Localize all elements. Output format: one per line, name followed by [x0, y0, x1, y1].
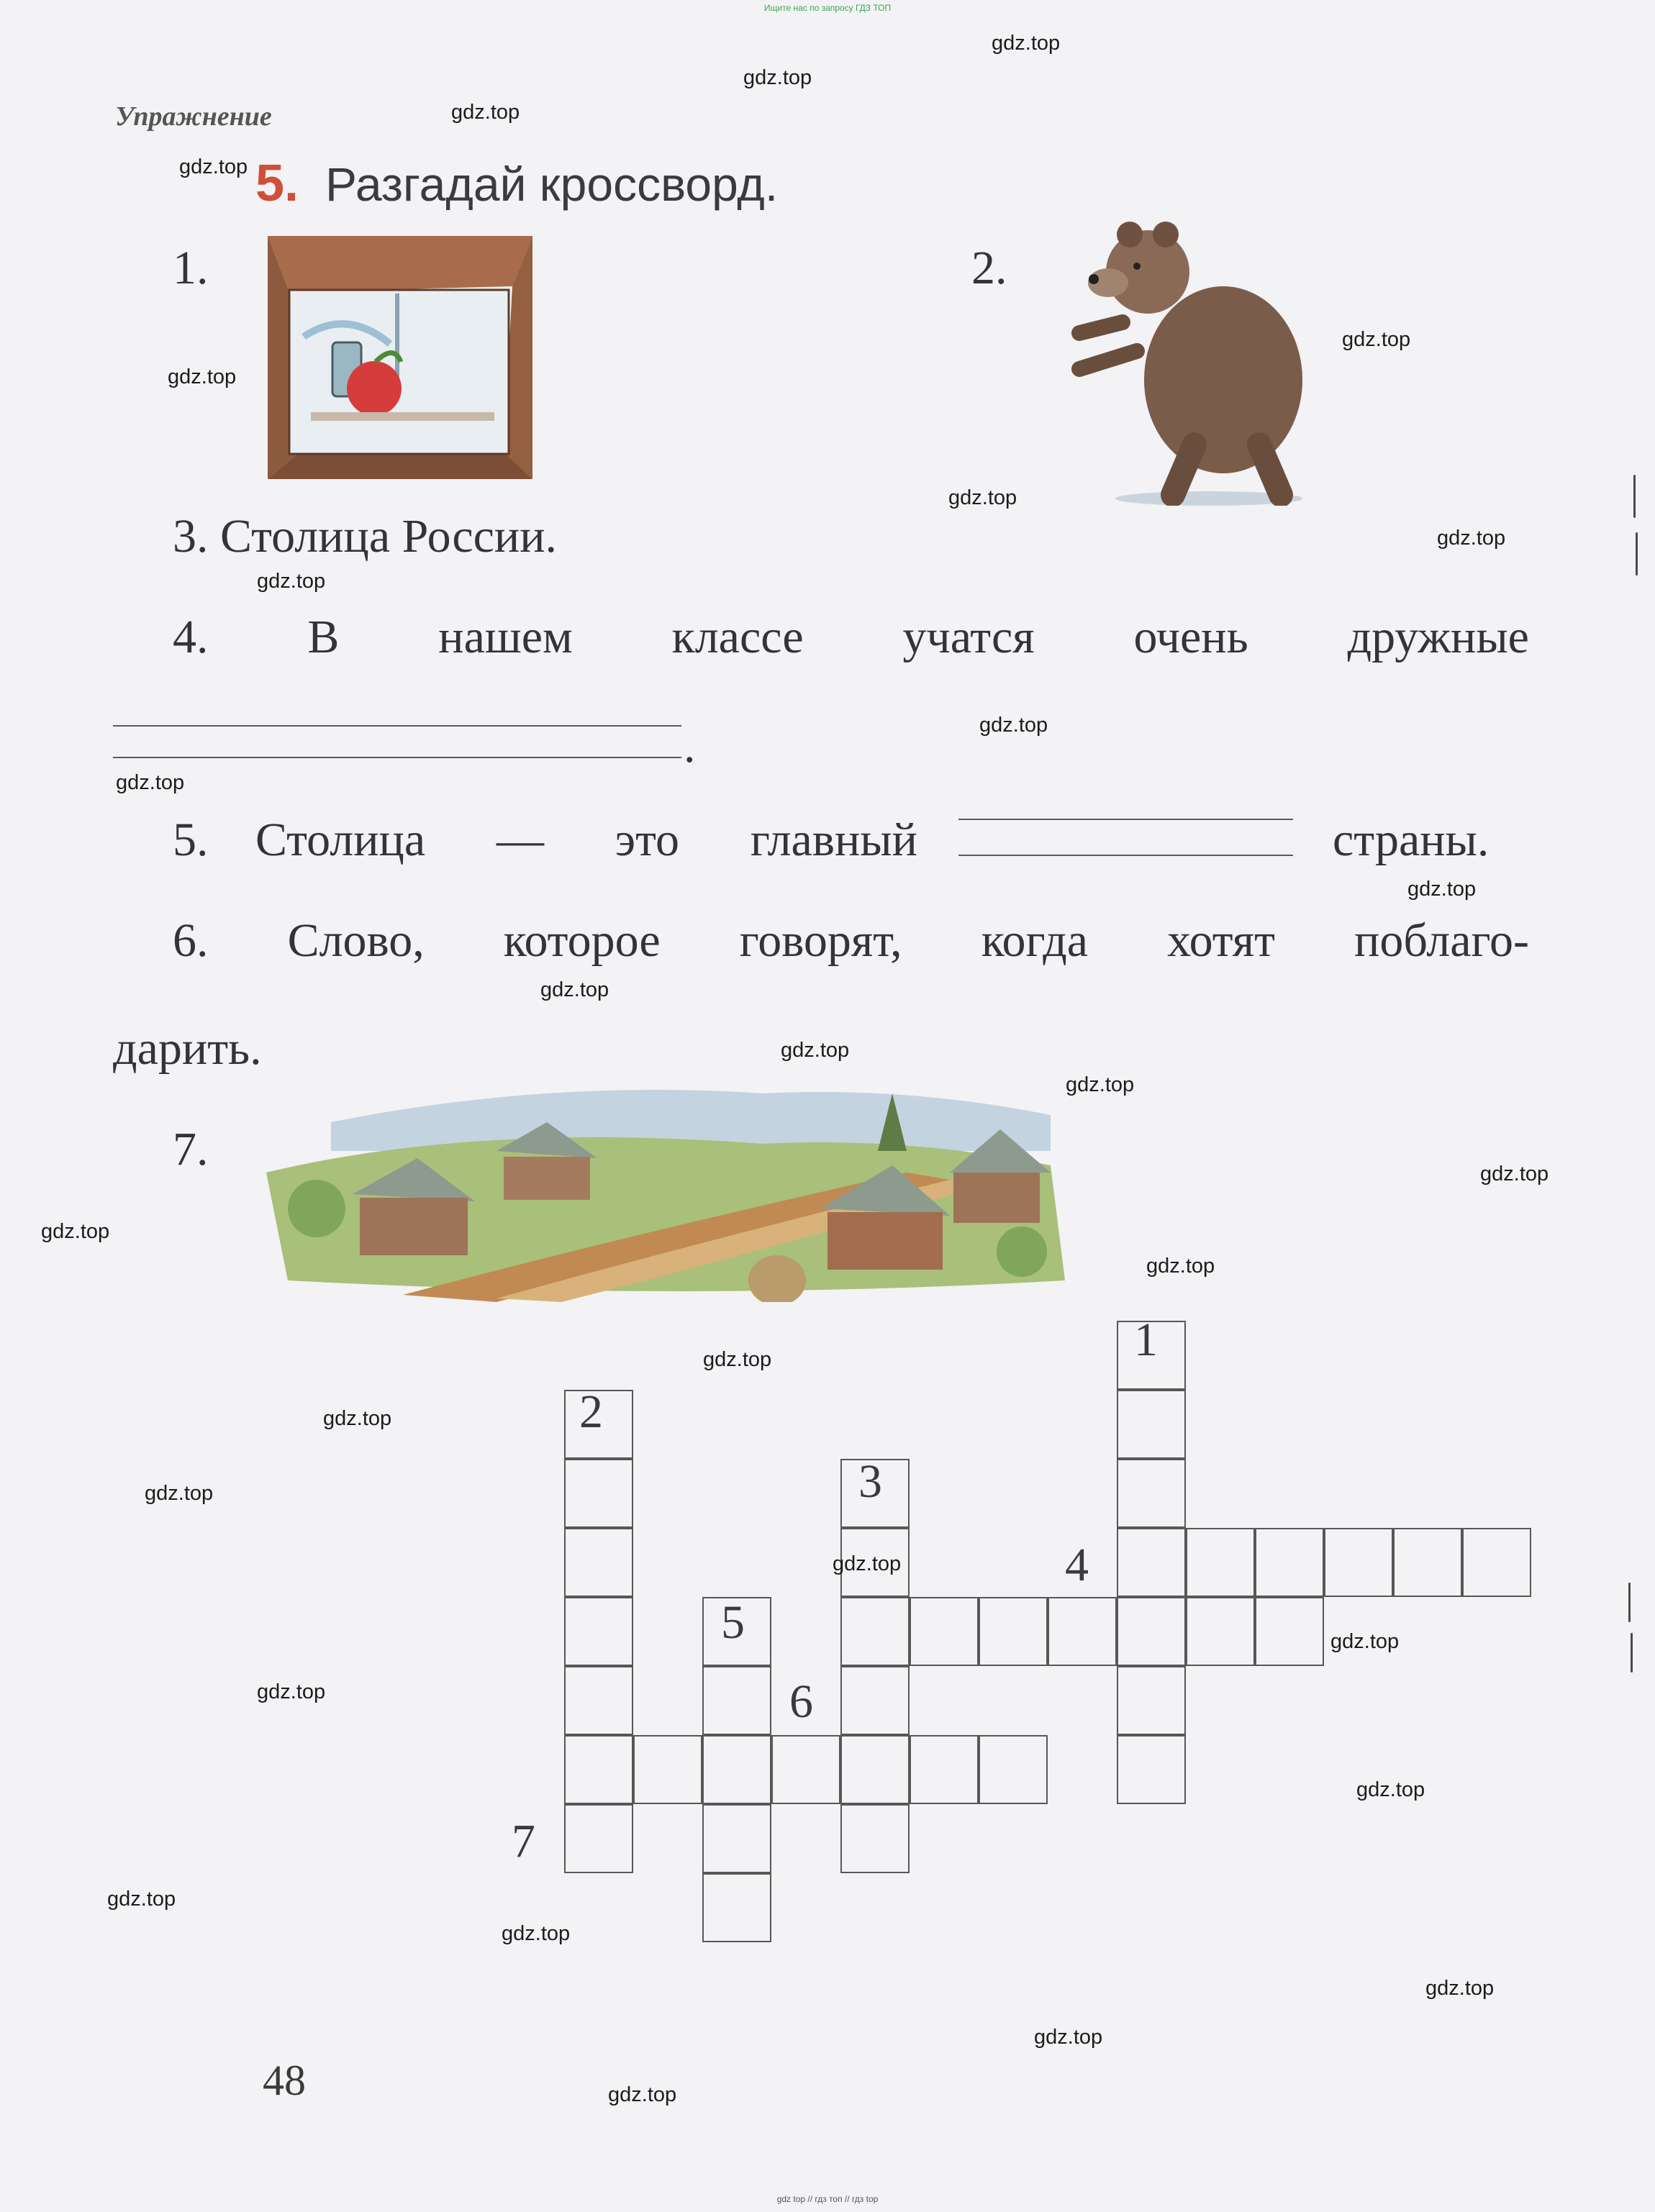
- crossword-cell: [771, 1735, 840, 1804]
- crossword-cell: [702, 1873, 771, 1942]
- watermark: gdz.top: [1034, 2026, 1103, 2049]
- watermark: gdz.top: [833, 1552, 902, 1575]
- watermark: gdz.top: [781, 1039, 850, 1062]
- crossword-cell: [1186, 1597, 1255, 1666]
- clue-5-word: Столица: [255, 814, 426, 866]
- watermark: gdz.top: [979, 714, 1048, 737]
- page-number: 48: [263, 2057, 306, 2104]
- crossword-cell: [910, 1597, 979, 1666]
- crossword-cell: [1186, 1528, 1255, 1597]
- watermark: gdz.top: [1330, 1630, 1400, 1653]
- answer-line-4a: [113, 725, 681, 727]
- framed-picture-icon: [268, 236, 532, 479]
- crossword-cell: [1324, 1528, 1393, 1597]
- clue-5-end: страны.: [1333, 814, 1490, 866]
- clue-6-word: которое: [503, 914, 661, 967]
- page-edge-mark: [1631, 1633, 1633, 1672]
- watermark: gdz.top: [451, 101, 520, 124]
- clue-4-row: [173, 610, 1529, 665]
- watermark: gdz.top: [257, 570, 326, 593]
- crossword-cell: [979, 1735, 1048, 1804]
- clue-4-word: очень: [1133, 611, 1248, 663]
- crossword-cell: [702, 1804, 771, 1873]
- clue-4-end: .: [684, 720, 696, 773]
- crossword-cell: [702, 1666, 771, 1735]
- crossword-cell: [702, 1597, 771, 1666]
- clue-4-word: нашем: [438, 611, 573, 663]
- clue-6-word: хотят: [1167, 914, 1275, 967]
- crossword-cell: [910, 1735, 979, 1804]
- clue-3: 3. Столица России.: [173, 510, 558, 563]
- watermark: gdz.top: [1146, 1255, 1215, 1278]
- watermark: gdz.top: [1407, 878, 1477, 901]
- exercise-label: Упражнение: [115, 101, 272, 132]
- crossword-cell: [979, 1597, 1048, 1666]
- clue-4-word: В: [307, 611, 340, 663]
- watermark: gdz.top: [168, 365, 237, 388]
- crossword-cell: [633, 1735, 702, 1804]
- watermark: gdz.top: [145, 1482, 214, 1505]
- clue-6-word: поблаго-: [1354, 914, 1529, 967]
- crossword-cell: [1117, 1321, 1186, 1390]
- clue-6-word: говорят,: [739, 914, 902, 967]
- watermark: gdz.top: [502, 1922, 571, 1945]
- crossword-number-4: 4: [1065, 1539, 1089, 1591]
- crossword-cell: [1117, 1390, 1186, 1459]
- watermark: gdz.top: [116, 771, 185, 794]
- crossword-cell: [564, 1735, 633, 1804]
- crossword-cell: [840, 1804, 910, 1873]
- village-icon: [259, 1065, 1087, 1302]
- clue-6-word: когда: [981, 914, 1089, 967]
- clue-6-continuation: дарить.: [113, 1022, 262, 1075]
- watermark: gdz.top: [992, 32, 1061, 55]
- clue-6-word: 6.: [173, 914, 209, 967]
- clue-6-row: [173, 914, 1529, 968]
- exercise-title: Разгадай кроссворд.: [325, 158, 779, 211]
- crossword-cell: [1117, 1459, 1186, 1528]
- watermark: gdz.top: [948, 486, 1017, 509]
- crossword-number-5: 5: [721, 1596, 745, 1649]
- crossword-cell: [702, 1735, 771, 1804]
- clue-5-number: 5.: [173, 814, 209, 866]
- watermark: gdz.top: [41, 1220, 110, 1243]
- crossword-cell: [1393, 1528, 1462, 1597]
- clue-5-word: это: [615, 814, 680, 866]
- crossword-number-7: 7: [512, 1815, 535, 1867]
- crossword-cell: [564, 1390, 633, 1459]
- clue-6-word: Слово,: [287, 914, 425, 967]
- exercise-number: 5.: [255, 155, 299, 212]
- page-edge-mark: [1636, 532, 1638, 575]
- site-note-top: Ищите нас по запросу ГДЗ ТОП: [763, 3, 892, 13]
- crossword-cell: [1048, 1597, 1117, 1666]
- crossword-cell: [1255, 1528, 1324, 1597]
- crossword-cell: [1255, 1597, 1324, 1666]
- bear-icon: [1065, 214, 1331, 506]
- watermark: gdz.top: [1425, 1977, 1495, 2000]
- crossword-cell: [564, 1804, 633, 1873]
- watermark: gdz.top: [1356, 1778, 1425, 1801]
- site-note-bottom: gdz top // гдз топ // гдз top: [776, 2194, 879, 2204]
- watermark: gdz.top: [703, 1348, 772, 1371]
- watermark: gdz.top: [1480, 1162, 1549, 1185]
- clue-5-word: главный: [750, 814, 917, 866]
- clue-5-row: [255, 813, 917, 868]
- crossword-cell: [1117, 1666, 1186, 1735]
- clue-5-word: —: [496, 814, 544, 866]
- page-edge-mark: [1633, 475, 1636, 518]
- answer-line-4b: [113, 757, 681, 758]
- answer-line-5b: [958, 855, 1293, 856]
- watermark: gdz.top: [1437, 527, 1506, 550]
- crossword-cell: [1117, 1735, 1186, 1804]
- watermark: gdz.top: [179, 155, 248, 178]
- watermark: gdz.top: [540, 978, 609, 1001]
- crossword-number-2: 2: [579, 1385, 603, 1438]
- crossword-cell: [1117, 1528, 1186, 1597]
- crossword-cell: [564, 1459, 633, 1528]
- clue-4-word: 4.: [173, 611, 209, 663]
- crossword-cell: [840, 1597, 910, 1666]
- crossword-cell: [564, 1666, 633, 1735]
- crossword-number-1: 1: [1134, 1314, 1158, 1366]
- crossword-cell: [840, 1666, 910, 1735]
- answer-line-5a: [958, 819, 1293, 820]
- watermark: gdz.top: [743, 66, 812, 89]
- watermark: gdz.top: [1342, 328, 1411, 351]
- clue-4-word: учатся: [902, 611, 1035, 663]
- crossword-cell: [840, 1459, 910, 1528]
- crossword-cell: [840, 1735, 910, 1804]
- clue-2-number: 2.: [971, 242, 1007, 294]
- crossword-number-6: 6: [789, 1675, 813, 1728]
- clue-1-number: 1.: [173, 242, 209, 294]
- crossword-cell: [564, 1597, 633, 1666]
- crossword-cell: [1462, 1528, 1531, 1597]
- crossword-cell: [1117, 1597, 1186, 1666]
- clue-4-word: дружные: [1347, 611, 1529, 663]
- crossword-cell: [564, 1528, 633, 1597]
- page-edge-mark: [1628, 1583, 1631, 1622]
- crossword-number-3: 3: [858, 1455, 882, 1508]
- watermark: gdz.top: [323, 1407, 392, 1430]
- watermark: gdz.top: [608, 2083, 677, 2106]
- clue-4-word: классе: [671, 611, 804, 663]
- watermark: gdz.top: [107, 1888, 176, 1911]
- clue-7-number: 7.: [173, 1123, 209, 1175]
- watermark: gdz.top: [1066, 1073, 1135, 1096]
- watermark: gdz.top: [257, 1680, 326, 1703]
